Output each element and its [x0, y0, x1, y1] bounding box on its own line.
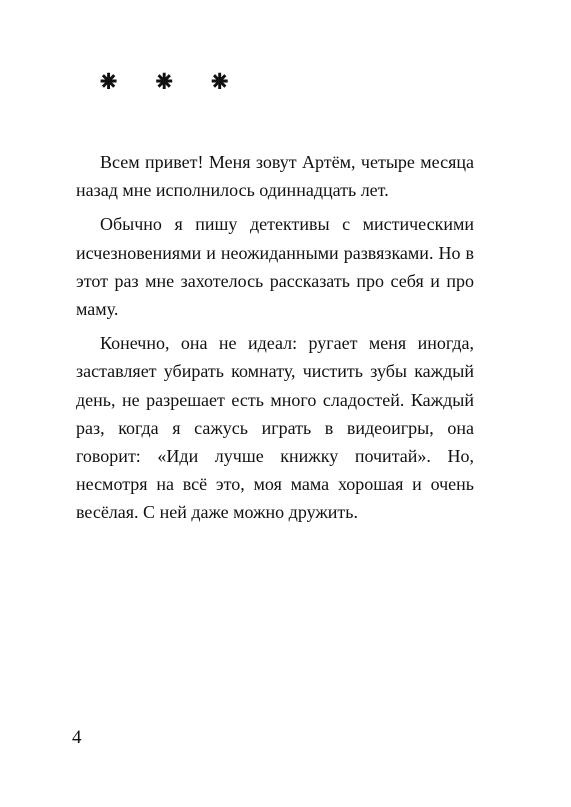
page-number: 4: [72, 727, 82, 748]
body-text: [76, 148, 474, 533]
section-break-ornament: ⁕ ⁕ ⁕: [96, 65, 243, 100]
paragraph-3: Конечно, она не идеал: ругает меня иногда, заставляет убирать комнату, чистить зубы каждый день, не разрешает есть много сладостей. Каждый раз, когда я сажусь играть в видеоигры, она говорит: «Иди лучше книжку почитай». Но, несмотря на всё это, моя мама хорошая и очень весёлая. С ней даже можно дружить.: [76, 333, 474, 523]
paragraph-2: Обычно я пишу детективы с мистическими исчезновениями и неожиданными развязками. Но в этот раз мне захотелось рассказать про себя и про маму.: [76, 214, 474, 320]
paragraph-1: Всем привет! Меня зовут Артём, четыре месяца назад мне исполнилось одиннадцать лет.: [76, 152, 474, 201]
